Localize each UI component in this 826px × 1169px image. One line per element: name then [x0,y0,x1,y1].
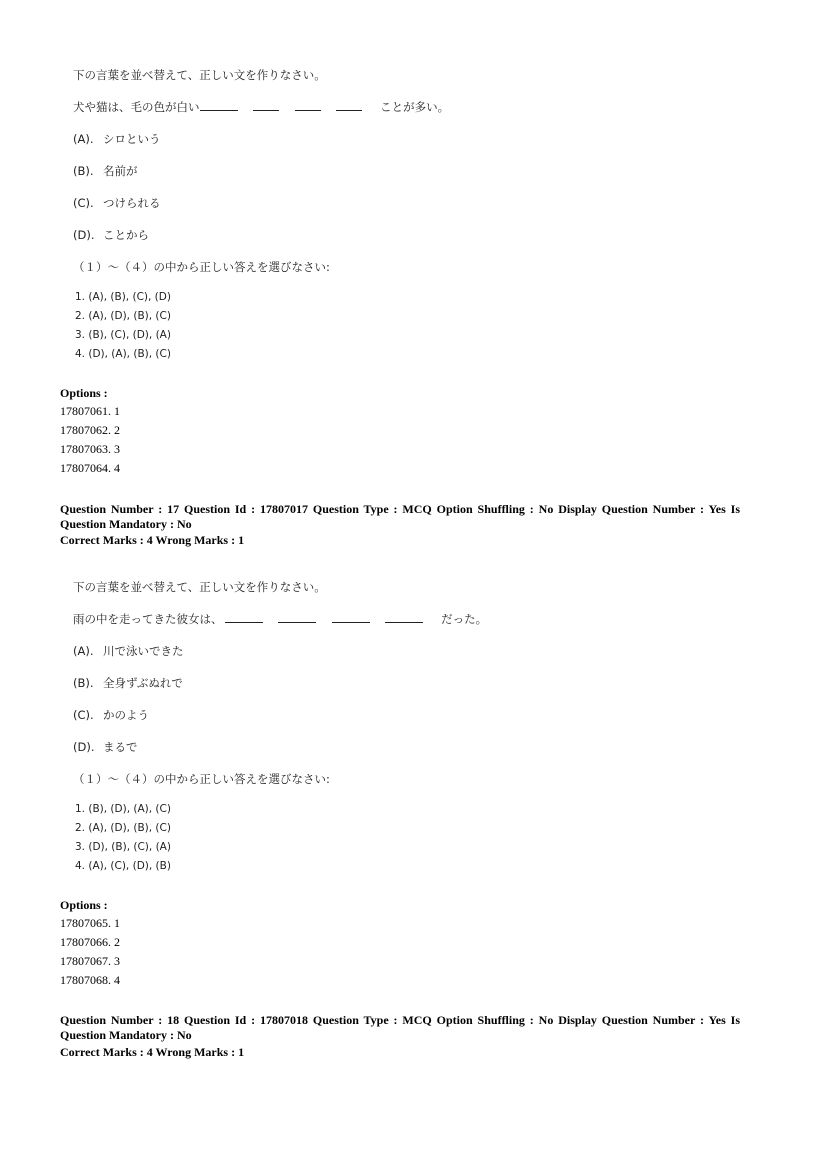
part-text: シロという [103,132,161,146]
answer-blank [295,100,321,111]
answer-choice: 3. (B), (C), (D), (A) [75,329,171,341]
part-item [73,739,137,755]
option-item: 17807065. 1 [60,916,120,930]
question-prompt: （１）～（４）の中から正しい答えを選びなさい: [73,260,330,274]
answer-blank [225,612,263,623]
option-item: 17807068. 4 [60,973,120,987]
question-instruction: 下の言葉を並べ替えて、正しい文を作りなさい。 [73,68,326,82]
question-sentence [73,99,449,115]
answer-choice: 3. (D), (B), (C), (A) [75,841,171,853]
part-item [73,163,138,179]
part-text: かのよう [103,708,149,722]
question-sentence [73,611,487,627]
sentence-start: 犬や猫は、毛の色が白い [73,100,200,114]
question-header: Question Number : 18 Question Id : 17807018 Question Type : MCQ Option Shuffling : No Display Question Number : Yes Is Question Mandatory : No [60,1013,740,1042]
part-item [73,227,149,243]
part-item [73,675,183,691]
answer-choice: 1. (B), (D), (A), (C) [75,803,171,815]
option-item: 17807061. 1 [60,404,120,418]
question-prompt: （１）～（４）の中から正しい答えを選びなさい: [73,772,330,786]
sentence-start: 雨の中を走ってきた彼女は、 [73,612,223,626]
part-text: つけられる [103,196,161,210]
part-label: (A). [73,132,94,146]
answer-blank [385,612,423,623]
part-label: (B). [73,164,94,178]
answer-choice: 4. (D), (A), (B), (C) [75,348,171,360]
part-text: 全身ずぶぬれで [103,676,183,690]
answer-blank [332,612,370,623]
answer-blank [336,100,362,111]
answer-choice: 2. (A), (D), (B), (C) [75,822,171,834]
answer-blank [253,100,279,111]
part-label: (A). [73,644,94,658]
marks-line: Correct Marks : 4 Wrong Marks : 1 [60,1045,245,1059]
part-item [73,643,184,659]
answer-choice: 1. (A), (B), (C), (D) [75,291,171,303]
part-text: まるで [103,740,138,754]
option-item: 17807066. 2 [60,935,120,949]
part-label: (D). [73,740,95,754]
options-heading: Options : [60,386,108,400]
answer-choice: 4. (A), (C), (D), (B) [75,860,171,872]
option-item: 17807067. 3 [60,954,120,968]
part-item [73,131,161,147]
part-text: 名前が [103,164,138,178]
part-text: ことから [103,228,149,242]
part-text: 川で泳いできた [103,644,184,658]
sentence-end: だった。 [441,612,488,626]
part-label: (B). [73,676,94,690]
option-item: 17807062. 2 [60,423,120,437]
answer-blank [278,612,316,623]
part-item [73,707,149,723]
question-header: Question Number : 17 Question Id : 17807017 Question Type : MCQ Option Shuffling : No Display Question Number : Yes Is Question Mandatory : No [60,502,740,531]
part-label: (D). [73,228,95,242]
answer-choice: 2. (A), (D), (B), (C) [75,310,171,322]
answer-blank [200,100,238,111]
part-label: (C). [73,708,94,722]
sentence-end: ことが多い。 [380,100,450,114]
part-label: (C). [73,196,94,210]
options-heading: Options : [60,898,108,912]
marks-line: Correct Marks : 4 Wrong Marks : 1 [60,533,245,547]
part-item [73,195,161,211]
option-item: 17807063. 3 [60,442,120,456]
question-instruction: 下の言葉を並べ替えて、正しい文を作りなさい。 [73,580,326,594]
option-item: 17807064. 4 [60,461,120,475]
